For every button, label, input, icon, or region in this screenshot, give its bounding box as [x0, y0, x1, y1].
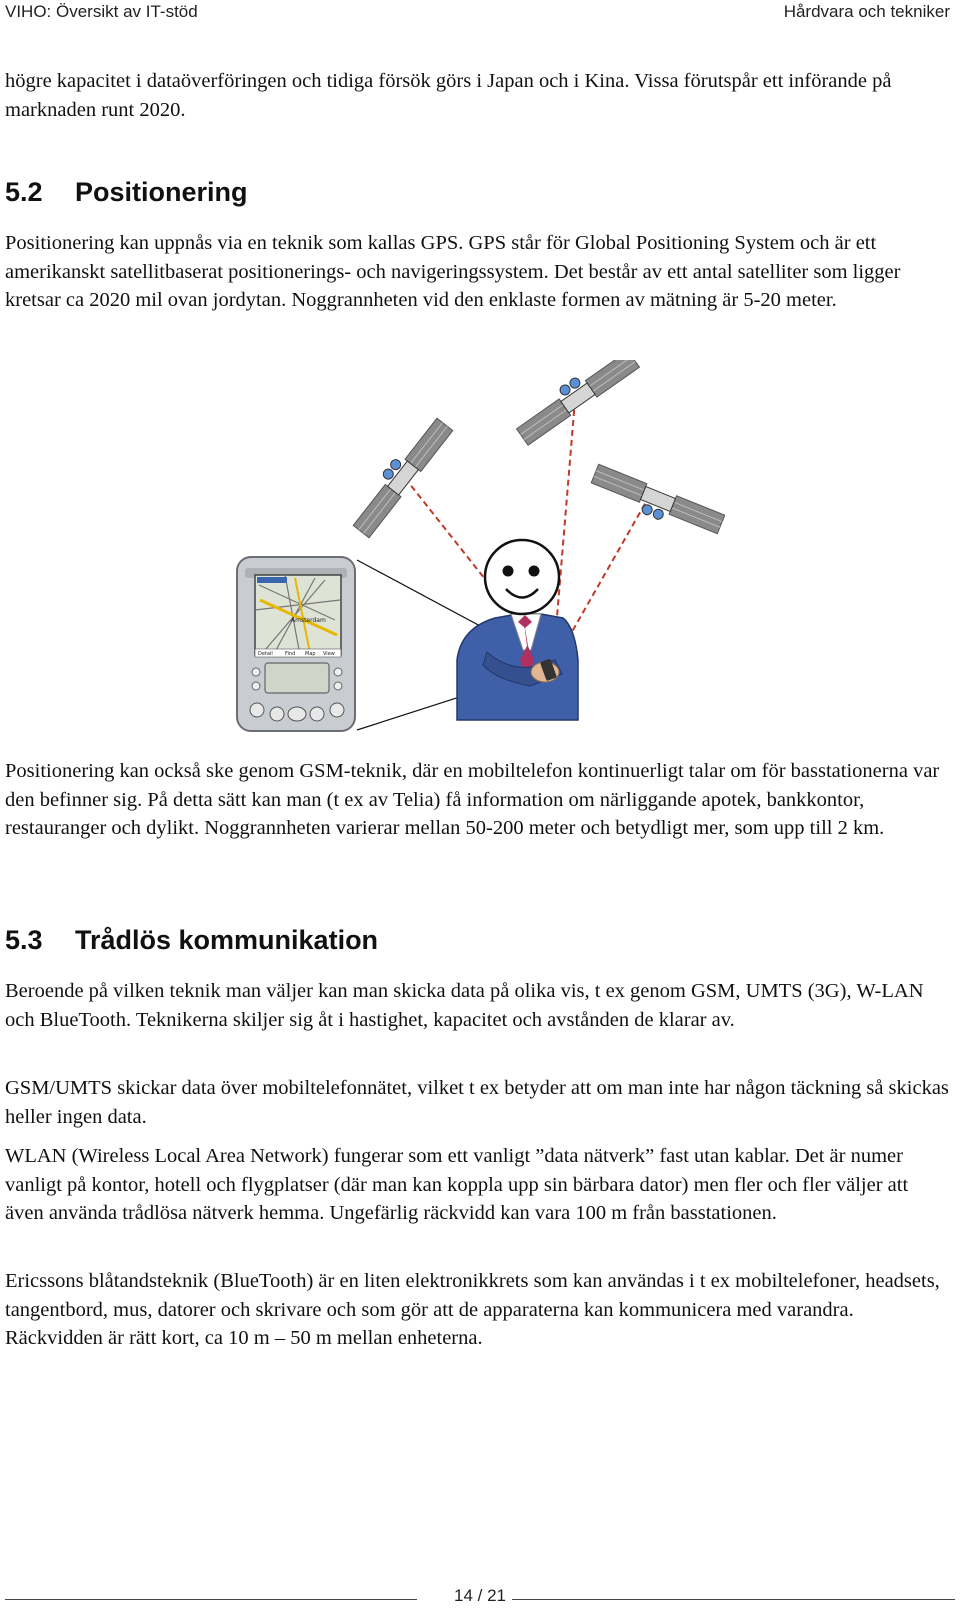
heading-title: Positionering — [75, 177, 248, 207]
pda-button-find: Find — [285, 651, 296, 657]
pda-map-city-label: Amsterdam — [291, 617, 326, 624]
pda-button-detail: Detail — [258, 651, 273, 657]
satellite-top-icon — [511, 360, 639, 445]
heading-tradlos-kommunikation — [5, 925, 378, 956]
pda-button-view: View — [323, 651, 335, 657]
paragraph-gps: Positionering kan uppnås via en teknik som kallas GPS. GPS står för Global Positioning System och är ett amerikanskt satellitbaserat positionerings- och navigeringssystem. Det består av ett antal satelliter som ligger kretsar ca 2020 mil ovan jordytan. Noggrannheten vid den enklaste formen av mätning är 5-20 meter. — [5, 232, 901, 311]
heading-number: 5.2 — [5, 177, 43, 207]
pda-device-image — [237, 557, 355, 731]
page-number: 14 / 21 — [454, 1586, 506, 1605]
header-section-title: Hårdvara och tekniker — [783, 2, 950, 21]
gps-illustration — [225, 360, 725, 760]
paragraph-bluetooth: Ericssons blåtandsteknik (BlueTooth) är en liten elektronikkrets som kan användas i t ex mobiltelefoner, headsets, tangentbord, mus, datorer och skrivare och som gör att de apparaterna kan kommunicera med varandra. Räckvidden är rätt kort, ca 10 m – 50 m mellan enheterna. — [5, 1270, 940, 1349]
smiley-face-icon — [485, 540, 559, 614]
paragraph-wireless-techniques: Beroende på vilken teknik man väljer kan man skicka data på olika vis, t ex genom GSM, UMTS (3G), W-LAN och BlueTooth. Teknikerna skiljer sig åt i hastighet, kapacitet och avstånden de klarar av. — [5, 980, 924, 1031]
paragraph-gsm-positioning: Positionering kan också ske genom GSM-teknik, där en mobiltelefon kontinuerligt talar om för basstationerna var den befinner sig. På detta sätt kan man (t ex av Telia) få information om närliggande apotek, bankkontor, restauranger och dylikt. Noggrannheten varierar mellan 50-200 meter och betydligt mer, som upp till 2 km. — [5, 760, 940, 839]
header-document-title: VIHO: Översikt av IT-stöd — [5, 2, 198, 21]
heading-number: 5.3 — [5, 925, 43, 955]
satellite-right-icon — [588, 464, 725, 542]
paragraph-intro-continuation: högre kapacitet i dataöverföringen och tidiga försök görs i Japan och i Kina. Vissa förutspår ett införande på marknaden runt 2020. — [5, 70, 892, 121]
heading-positionering — [5, 177, 248, 208]
paragraph-gsm-umts: GSM/UMTS skickar data över mobiltelefonnätet, vilket t ex betyder att om man inte har någon täckning så skickas heller ingen data. — [5, 1077, 949, 1128]
paragraph-wlan: WLAN (Wireless Local Area Network) fungerar som ett vanligt ”data nätverk” fast utan kablar. Det är numer vanligt på kontor, hotell och flygplatser (där man kan koppla upp sin bärbara dator) men fler och fler väljer att även använda trådlösa nätverk hemma. Ungefärlig räckvidd kan vara 100 m från basstationen. — [5, 1145, 909, 1224]
heading-title: Trådlös kommunikation — [75, 925, 379, 955]
pda-button-map: Map — [305, 651, 316, 657]
